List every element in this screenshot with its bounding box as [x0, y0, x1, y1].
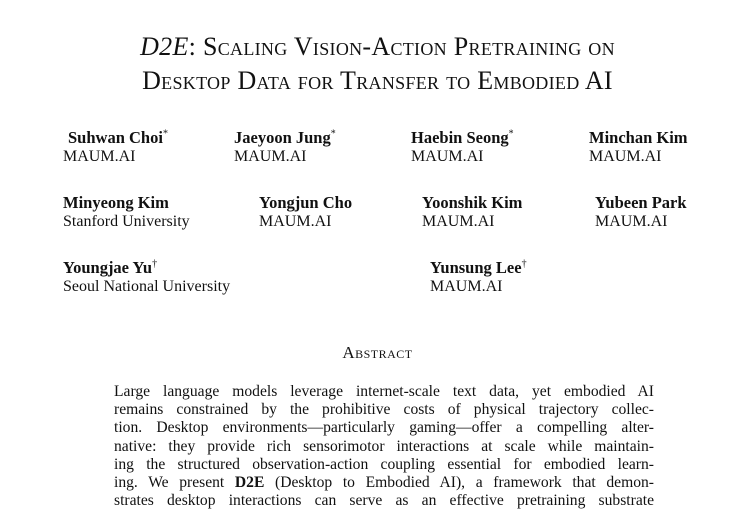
- author-block: [259, 193, 352, 231]
- author-block: [595, 193, 687, 231]
- author-block: [63, 258, 230, 296]
- title-acronym: D2E: [140, 32, 189, 61]
- author-affiliation: MAUM.AI: [234, 148, 307, 165]
- author-block: [411, 128, 514, 166]
- abstract-line: tion. Desktop environments—particularly gaming—offer a compelling alter-: [114, 419, 654, 437]
- abstract-bold-term: D2E: [234, 474, 265, 492]
- author-name: Minchan Kim: [589, 128, 688, 147]
- author-affiliation: MAUM.AI: [589, 148, 662, 165]
- author-block: [422, 193, 522, 231]
- author-affiliation: MAUM.AI: [422, 213, 495, 230]
- author-name: Yoonshik Kim: [422, 193, 523, 212]
- author-affiliation: MAUM.AI: [63, 148, 136, 165]
- author-affiliation: MAUM.AI: [259, 213, 332, 230]
- author-affiliation: Seoul National University: [63, 278, 231, 295]
- author-affiliation: Stanford University: [63, 213, 190, 230]
- author-block: [63, 128, 168, 166]
- author-name: Minyeong Kim: [63, 193, 169, 212]
- author-name: Jaeyoon Jung*: [234, 128, 336, 147]
- author-name: Suhwan Choi*: [68, 128, 168, 147]
- author-name: Yongjun Cho: [259, 193, 353, 212]
- abstract-heading: Abstract: [342, 343, 413, 362]
- author-block: [63, 193, 190, 231]
- abstract-line: Large language models leverage internet-scale text data, yet embodied AI: [114, 383, 654, 400]
- abstract-body: [114, 383, 654, 510]
- author-name: Yubeen Park: [595, 193, 687, 212]
- title-line-1: [140, 32, 615, 61]
- abstract-line-part: (Desktop to Embodied AI), a framework that demon-: [264, 474, 654, 492]
- paper-title: [0, 30, 755, 98]
- author-block: [234, 128, 336, 166]
- author-name: Youngjae Yu†: [63, 258, 158, 277]
- abstract-line: strates desktop interactions can serve as an effective pretraining substrate: [114, 492, 654, 510]
- title-line-1-rest: : Scaling Vision-Action Pretraining on: [188, 32, 615, 61]
- author-name: Yunsung Lee†: [430, 258, 527, 277]
- abstract-line: [114, 474, 654, 492]
- equal-contribution-mark: *: [330, 128, 336, 140]
- title-line-2: Desktop Data for Transfer to Embodied AI: [142, 66, 613, 95]
- author-name: Haebin Seong*: [411, 128, 514, 147]
- equal-contribution-mark: *: [162, 128, 168, 140]
- author-affiliation: MAUM.AI: [430, 278, 503, 295]
- author-affiliation: MAUM.AI: [595, 213, 668, 230]
- corresponding-author-mark: †: [152, 258, 158, 270]
- corresponding-author-mark: †: [521, 258, 527, 270]
- abstract-line: native: they provide rich sensorimotor interactions at scale while maintain-: [114, 437, 654, 455]
- author-affiliation: MAUM.AI: [411, 148, 484, 165]
- abstract-line: remains constrained by the prohibitive costs of physical trajectory collec-: [114, 401, 654, 419]
- author-block: [430, 258, 527, 296]
- author-block: [589, 128, 688, 166]
- equal-contribution-mark: *: [508, 128, 514, 140]
- abstract-line: ing the structured observation-action coupling essential for embodied learn-: [114, 455, 654, 473]
- abstract-line-part: ing. We present: [114, 474, 235, 492]
